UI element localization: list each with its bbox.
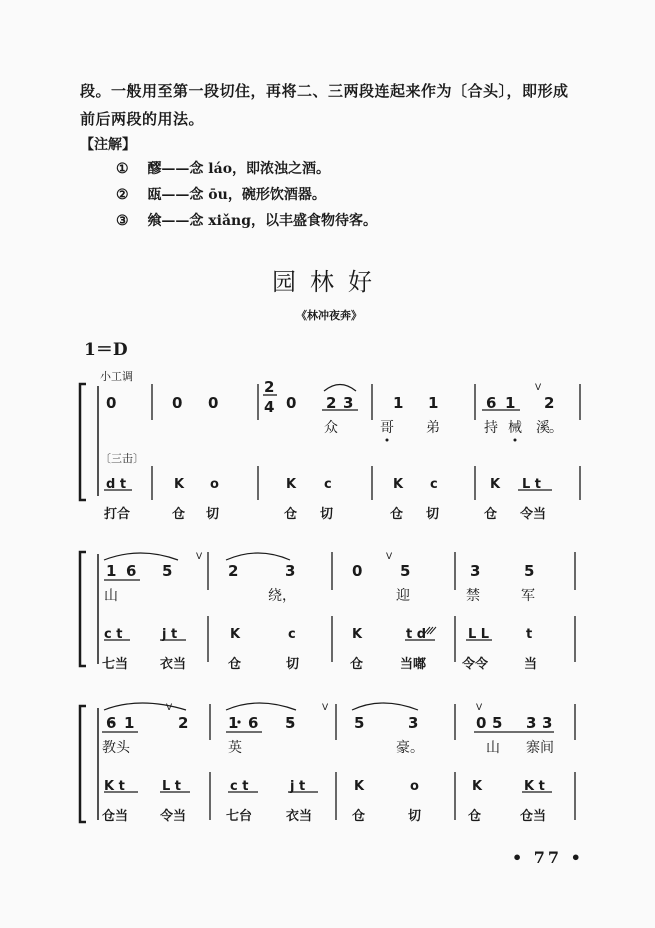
percussion-note: K (352, 627, 363, 642)
note: 5 (400, 562, 411, 580)
percussion-syllable: 衣当 (286, 809, 313, 824)
time-signature-top: 2 (264, 378, 275, 396)
lyric: 军 (521, 588, 535, 604)
lyric: 。 (549, 420, 563, 436)
note: 5 (492, 714, 503, 732)
percussion-syllable: 仓 (350, 657, 364, 672)
percussion-syllable: 仓 (390, 507, 404, 522)
note: 5 (162, 562, 173, 580)
percussion-syllable: 令令 (462, 657, 489, 672)
lyric-repeat-mark (514, 439, 517, 442)
lyric: 械 (508, 420, 522, 436)
breath-mark: V (196, 552, 203, 562)
percussion-syllable: 切 (408, 809, 422, 824)
percussion-note: t (526, 627, 533, 642)
percussion-syllable: 仓 (284, 507, 298, 522)
percussion-syllable: 当 (524, 657, 538, 672)
intro-line-1: 段。一般用至第一段切住，再将二、三两段连起来作为〔合头〕，即形成 (80, 82, 569, 100)
percussion-note: L t (162, 779, 182, 794)
note: 1 (393, 394, 404, 412)
note: 3 (470, 562, 481, 580)
percussion-note: j t (290, 779, 306, 794)
system-bracket (80, 384, 86, 500)
tremolo-mark (430, 627, 436, 634)
percussion-note: L t (522, 477, 542, 492)
note-number: ① (116, 161, 129, 177)
percussion-syllable: 仓 (228, 657, 242, 672)
note: 5 (354, 714, 365, 732)
note-number: ② (116, 187, 129, 203)
lyric: 溪 (536, 420, 550, 436)
percussion-note: K t (104, 779, 125, 794)
percussion-note: K (472, 779, 483, 794)
percussion-note: t d (406, 627, 427, 642)
percussion-syllable: 仓当 (520, 809, 547, 824)
percussion-note: c (324, 477, 332, 492)
notes-heading: 【注解】 (80, 137, 136, 153)
lyric: 英 (228, 740, 242, 756)
note: 6 (106, 714, 117, 732)
note: 0 (172, 394, 183, 412)
percussion-syllable: 切 (206, 507, 220, 522)
percussion-note: c (430, 477, 438, 492)
percussion-syllable: 打合 (104, 507, 131, 522)
lyric: 山 (486, 740, 500, 756)
lyric: 弟 (426, 420, 440, 436)
note: 1 (228, 714, 239, 732)
percussion-syllable: 令当 (520, 507, 547, 522)
percussion-note: K (286, 477, 297, 492)
percussion-syllable: 仓 (484, 507, 498, 522)
percussion-syllable: 仓 (172, 507, 186, 522)
note-number: ③ (116, 213, 129, 229)
slur (226, 703, 296, 710)
percussion-syllable: 令当 (160, 809, 187, 824)
percussion-syllable: 仓 (468, 809, 482, 824)
percussion-syllable: 当嘟 (400, 657, 427, 672)
lyric: 绕， (268, 588, 296, 604)
note: 3 (526, 714, 537, 732)
percussion-note: d t (106, 477, 127, 492)
percussion-syllable: 切 (320, 507, 334, 522)
percussion-syllable: 切 (426, 507, 440, 522)
breath-mark: V (476, 703, 483, 713)
note: 0 (106, 394, 117, 412)
note: 0 (208, 394, 219, 412)
note: 3 (343, 394, 354, 412)
note: 5 (524, 562, 535, 580)
lyric: 哥 (380, 420, 394, 436)
note-text: 瓯——念 ōu，碗形饮酒器。 (147, 187, 326, 203)
slur (352, 703, 418, 710)
note: 1 (505, 394, 516, 412)
percussion-syllable: 仓当 (102, 809, 129, 824)
percussion-note: c t (230, 779, 249, 794)
percussion-syllable: 切 (286, 657, 300, 672)
note: 6 (248, 714, 259, 732)
mode-label: 小工调 (100, 370, 133, 383)
note-text: 醪——念 láo，即浓浊之酒。 (147, 161, 331, 177)
tremolo-mark (427, 627, 433, 634)
percussion-note: K (174, 477, 185, 492)
percussion-note: c t (104, 627, 123, 642)
time-signature-bottom: 4 (264, 398, 275, 416)
breath-mark: V (166, 703, 173, 713)
system-bracket (80, 552, 86, 666)
song-title: 园林好 (272, 268, 386, 296)
note: 0 (352, 562, 363, 580)
note: 5 (285, 714, 296, 732)
percussion-note: K (490, 477, 501, 492)
breath-mark: V (386, 552, 393, 562)
percussion-note: j t (162, 627, 178, 642)
note: 0 (476, 714, 487, 732)
lyric: 众 (324, 420, 338, 436)
note: 2 (228, 562, 239, 580)
breath-mark: V (535, 383, 542, 393)
lyric: 教头 (102, 740, 130, 756)
slur (324, 385, 356, 392)
percussion-syllable: 衣当 (160, 657, 187, 672)
slur (226, 553, 290, 560)
lyric: 寨间 (526, 740, 554, 756)
key-signature: 1＝D (84, 340, 128, 360)
percussion-note: o (410, 779, 419, 794)
note: 3 (285, 562, 296, 580)
percussion-note: K (230, 627, 241, 642)
note: 3 (542, 714, 553, 732)
lyric: 山 (104, 588, 118, 604)
lyric: 禁 (466, 588, 480, 604)
percussion-note: o (210, 477, 219, 492)
lyric: 持 (484, 420, 498, 436)
slur (104, 703, 186, 710)
intro-line-2: 前后两段的用法。 (80, 110, 205, 128)
lyric-repeat-mark (386, 439, 389, 442)
slur (104, 553, 178, 560)
lyric: 豪。 (396, 740, 424, 756)
percussion-label: 〔三击〕 (100, 452, 144, 465)
note: 2 (178, 714, 189, 732)
note: 1 (124, 714, 135, 732)
note: 1 (106, 562, 117, 580)
note: 2 (544, 394, 555, 412)
percussion-note: c (288, 627, 296, 642)
lyric: 迎 (396, 588, 410, 604)
system-bracket (80, 706, 86, 822)
song-source: 《林冲夜奔》 (296, 309, 362, 322)
note: 0 (286, 394, 297, 412)
note-text: 飨——念 xiǎng，以丰盛食物待客。 (147, 213, 378, 229)
page-number: • 77 • (512, 848, 584, 867)
percussion-syllable: 七台 (226, 809, 253, 824)
breath-mark: V (322, 703, 329, 713)
percussion-note: K t (524, 779, 545, 794)
percussion-syllable: 仓 (352, 809, 366, 824)
note: 6 (126, 562, 137, 580)
percussion-note: K (393, 477, 404, 492)
percussion-syllable: 七当 (102, 657, 129, 672)
percussion-note: L L (468, 627, 490, 642)
note: 1 (428, 394, 439, 412)
note: 3 (408, 714, 419, 732)
note: 2 (326, 394, 337, 412)
note: 6 (486, 394, 497, 412)
percussion-note: K (354, 779, 365, 794)
